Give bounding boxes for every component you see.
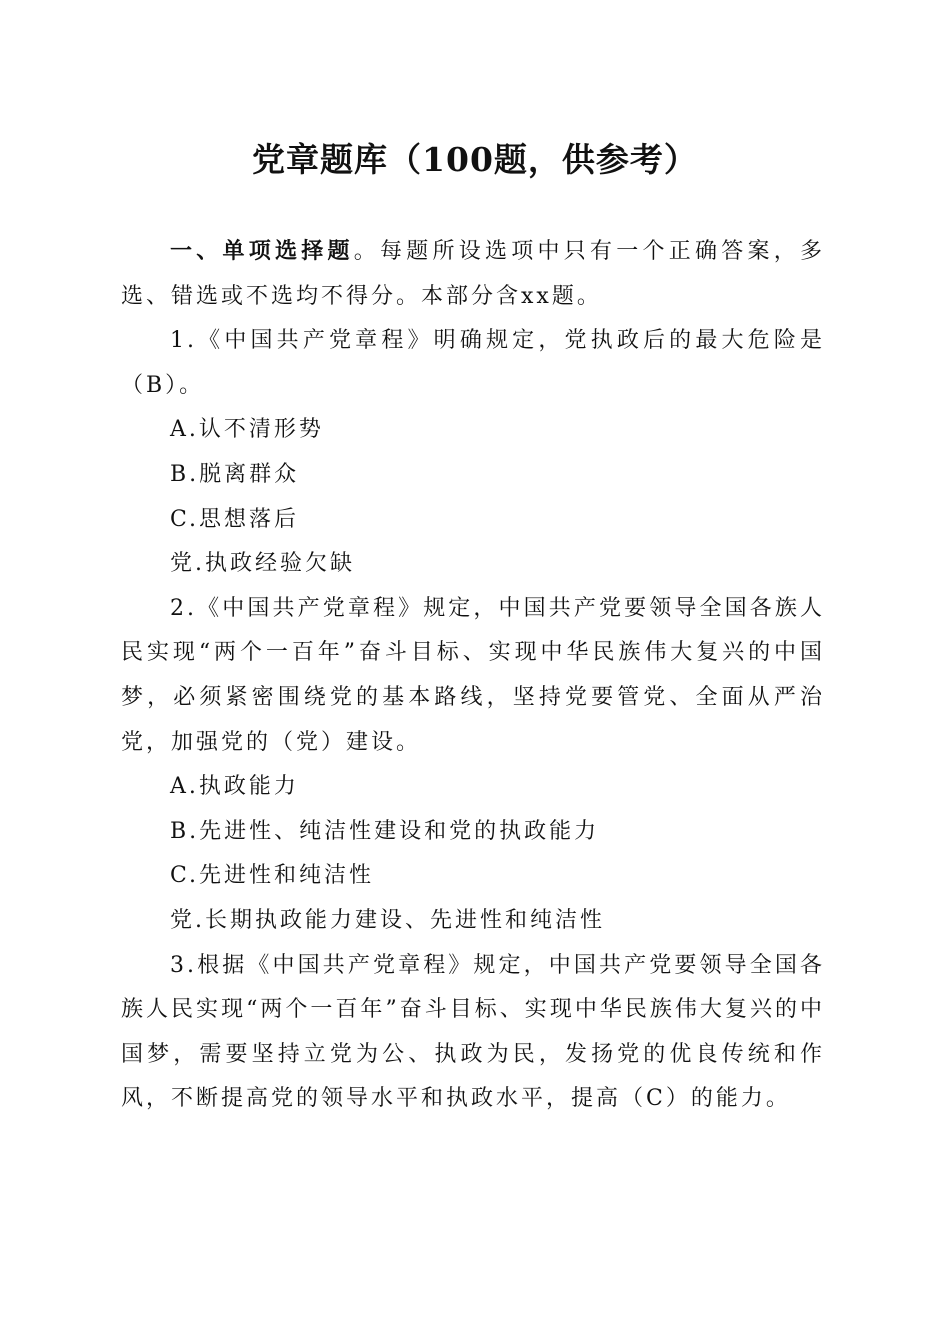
question-stem: 3.根据《中国共产党章程》规定，中国共产党要领导全国各族人民实现“两个一百年”奋斗目标、实现中华民族伟大复兴的中国梦，需要坚持立党为公、执政为民，发扬党的优良传统和作风，不断提高党的领导水平和执政水平，提高（C）的能力。 — [121, 952, 825, 1112]
option-a: A.认不清形势 — [170, 417, 324, 443]
option-a: A.执政能力 — [170, 774, 299, 800]
document-body — [121, 229, 825, 1122]
option-b: B.脱离群众 — [170, 461, 300, 487]
option-b: B.先进性、纯洁性建设和党的执政能力 — [170, 818, 600, 844]
section-instructions: 。每题所设选项中只有一个正确答案，多选、错选或不选均不得分。本部分含xx题。 — [121, 239, 825, 309]
option-c: C.思想落后 — [170, 506, 300, 532]
section-intro — [121, 229, 825, 319]
section-heading: 一、单项选择题 — [170, 238, 354, 264]
option-c: C.先进性和纯洁性 — [170, 863, 375, 889]
page-title: 党章题库（100题，供参考） — [252, 140, 698, 179]
option-d: 党.执政经验欠缺 — [170, 551, 355, 577]
question-stem: 2.《中国共产党章程》规定，中国共产党要领导全国各族人民实现“两个一百年”奋斗目标、实现中华民族伟大复兴的中国梦，必须紧密围绕党的基本路线，坚持党要管党、全面从严治党，加强党的（党）建设。 — [121, 595, 825, 755]
question-stem: 1.《中国共产党章程》明确规定，党执政后的最大危险是（B）。 — [121, 328, 825, 398]
option-d: 党.长期执政能力建设、先进性和纯洁性 — [170, 907, 605, 933]
